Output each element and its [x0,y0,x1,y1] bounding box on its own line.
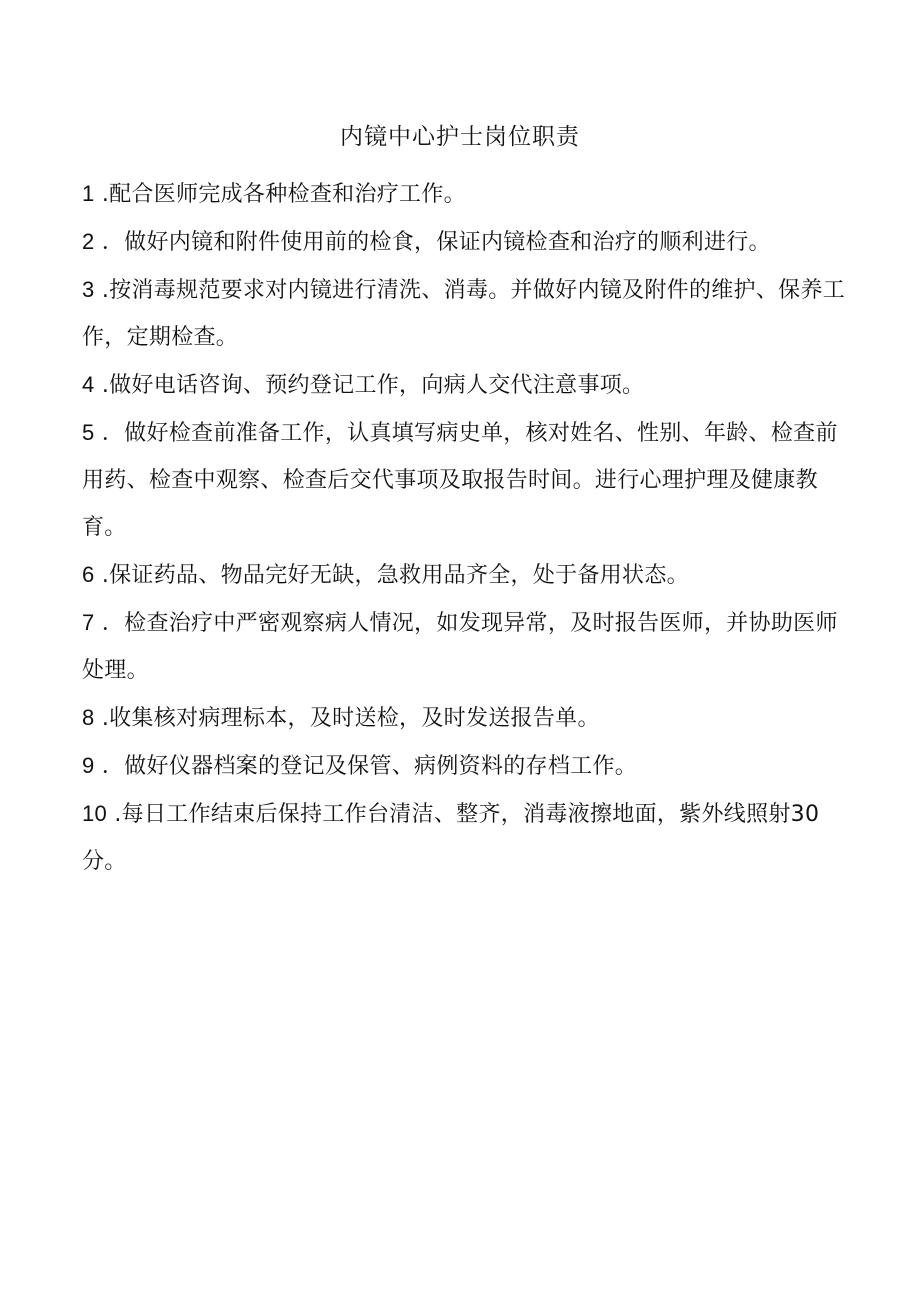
duty-item-text: ．做好内镜和附件使用前的检食，保证内镜检查和治疗的顺利进行。 [101,230,771,255]
duty-item-number: 10 [82,801,108,826]
duty-item-number: 3 [82,277,95,302]
duty-item [82,790,852,885]
duty-item [82,218,852,266]
duty-item-number: 8 [82,705,95,730]
duty-item-number: 9 [82,753,95,778]
duty-item-number: 4 [82,372,95,397]
duty-list [82,170,852,885]
duty-item-text: .收集核对病理标本，及时送检，及时发送报告单。 [101,706,600,731]
duty-item [82,694,852,742]
duty-item-text: .做好电话咨询、预约登记工作，向病人交代注意事项。 [101,373,645,398]
duty-item-text: ．做好仪器档案的登记及保管、病例资料的存档工作。 [101,754,638,779]
duty-item-text: .配合医师完成各种检查和治疗工作。 [101,182,466,207]
duty-item-number: 6 [82,562,95,587]
duty-item-text: .每日工作结束后保持工作台清洁、整齐，消毒液擦地面，紫外线照射30分。 [82,802,820,874]
duty-item [82,170,852,218]
duty-item [82,409,852,551]
duty-item-text: ．检查治疗中严密观察病人情况，如发现异常，及时报告医师，并协助医师处理。 [82,611,838,683]
duty-item [82,599,852,694]
duty-item [82,742,852,790]
document-title: 内镜中心护士岗位职责 [340,124,580,150]
duty-item [82,551,852,599]
duty-item-number: 2 [82,229,95,254]
duty-item-number: 1 [82,181,95,206]
duty-item-text: .保证药品、物品完好无缺，急救用品齐全，处于备用状态。 [101,563,689,588]
duty-item [82,361,852,409]
duty-item [82,266,852,361]
duty-item-number: 7 [82,610,95,635]
duty-item-text: ．做好检查前准备工作，认真填写病史单，核对姓名、性别、年龄、检查前用药、检查中观察、检查后交代事项及取报告时间。进行心理护理及健康教育。 [82,421,838,540]
duty-item-number: 5 [82,420,95,445]
duty-item-text: .按消毒规范要求对内镜进行清洗、消毒。并做好内镜及附件的维护、保养工作，定期检查。 [82,278,846,350]
